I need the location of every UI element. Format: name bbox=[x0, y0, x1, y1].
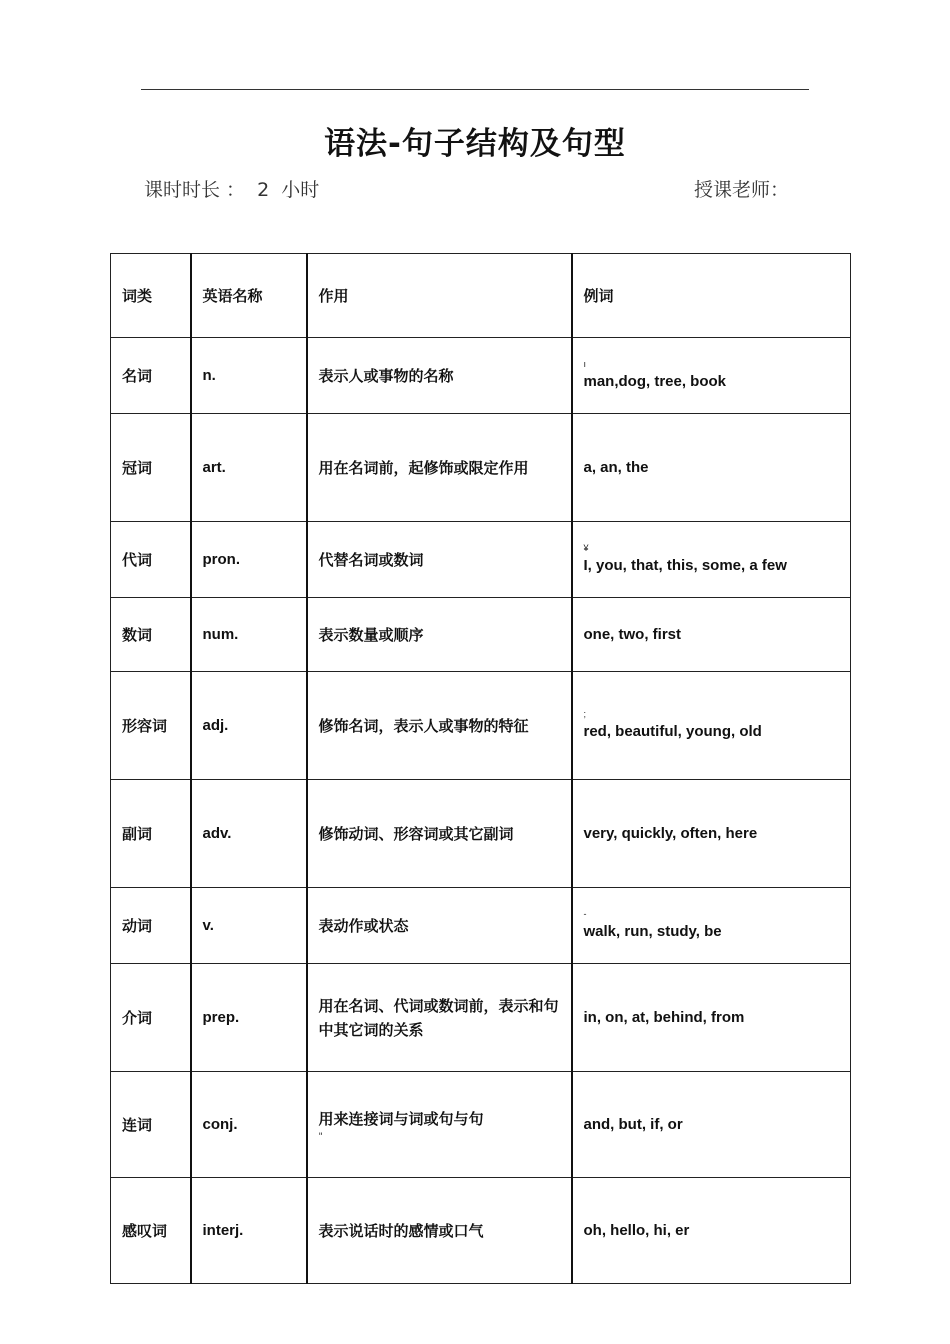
stray-mark: ¥ bbox=[583, 542, 589, 553]
header-cell-examples: 例词 bbox=[572, 254, 851, 338]
teacher-label: 授课老师： bbox=[694, 179, 790, 201]
pos-cell: 形容词 bbox=[111, 672, 191, 780]
examples-cell: a, an, the bbox=[572, 414, 851, 522]
table-row bbox=[111, 338, 851, 414]
english-cell: n. bbox=[191, 338, 307, 414]
role-cell: 表示人或事物的名称 bbox=[307, 338, 572, 414]
role-cell bbox=[307, 1072, 572, 1178]
table-row bbox=[111, 1178, 851, 1284]
stray-mark: ; bbox=[583, 708, 587, 719]
english-cell: pron. bbox=[191, 522, 307, 598]
role-cell: 代替名词或数词 bbox=[307, 522, 572, 598]
examples-cell: very, quickly, often, here bbox=[572, 780, 851, 888]
table-row bbox=[111, 672, 851, 780]
pos-cell: 连词 bbox=[111, 1072, 191, 1178]
english-cell: art. bbox=[191, 414, 307, 522]
pos-cell: 介词 bbox=[111, 964, 191, 1072]
english-cell: interj. bbox=[191, 1178, 307, 1284]
table-row bbox=[111, 522, 851, 598]
parts-of-speech-table bbox=[110, 253, 851, 1284]
pos-cell: 名词 bbox=[111, 338, 191, 414]
header-cell-role: 作用 bbox=[307, 254, 572, 338]
pos-cell: 副词 bbox=[111, 780, 191, 888]
english-cell: adj. bbox=[191, 672, 307, 780]
examples-cell bbox=[572, 672, 851, 780]
duration-label: 课时时长 ： 2 小时 bbox=[144, 179, 320, 201]
role-cell: 修饰名词，表示人或事物的特征 bbox=[307, 672, 572, 780]
english-cell: conj. bbox=[191, 1072, 307, 1178]
table-row bbox=[111, 888, 851, 964]
pos-cell: 数词 bbox=[111, 598, 191, 672]
english-cell: num. bbox=[191, 598, 307, 672]
english-cell: v. bbox=[191, 888, 307, 964]
examples-cell bbox=[572, 338, 851, 414]
english-cell: prep. bbox=[191, 964, 307, 1072]
examples-cell: and, but, if, or bbox=[572, 1072, 851, 1178]
examples-text: red, beautiful, young, old bbox=[583, 722, 762, 740]
stray-mark: ı bbox=[583, 358, 587, 369]
examples-cell bbox=[572, 888, 851, 964]
examples-text: man,dog, tree, book bbox=[583, 372, 727, 390]
table-row bbox=[111, 780, 851, 888]
pos-cell: 代词 bbox=[111, 522, 191, 598]
document-title: 语法-句子结构及句型 bbox=[324, 126, 626, 162]
role-cell: 用在名词、代词或数词前，表示和句中其它词的关系 bbox=[307, 964, 572, 1072]
role-cell: 修饰动词、形容词或其它副词 bbox=[307, 780, 572, 888]
table-row bbox=[111, 1072, 851, 1178]
examples-cell: in, on, at, behind, from bbox=[572, 964, 851, 1072]
table-row bbox=[111, 414, 851, 522]
role-text: 用来连接词与词或句与句 bbox=[318, 1109, 484, 1128]
role-cell: 用在名词前，起修饰或限定作用 bbox=[307, 414, 572, 522]
pos-cell: 感叹词 bbox=[111, 1178, 191, 1284]
examples-text: I, you, that, this, some, a few bbox=[583, 556, 787, 574]
table-header-row bbox=[111, 254, 851, 338]
table-row bbox=[111, 964, 851, 1072]
examples-cell: oh, hello, hi, er bbox=[572, 1178, 851, 1284]
role-cell: 表示数量或顺序 bbox=[307, 598, 572, 672]
pos-cell: 动词 bbox=[111, 888, 191, 964]
pos-cell: 冠词 bbox=[111, 414, 191, 522]
stray-mark: " bbox=[318, 1131, 323, 1142]
english-cell: adv. bbox=[191, 780, 307, 888]
stray-mark: - bbox=[583, 908, 587, 919]
header-cell-english: 英语名称 bbox=[191, 254, 307, 338]
examples-cell bbox=[572, 522, 851, 598]
header-cell-pos: 词类 bbox=[111, 254, 191, 338]
table-row bbox=[111, 598, 851, 672]
examples-text: walk, run, study, be bbox=[583, 922, 722, 940]
examples-cell: one, two, first bbox=[572, 598, 851, 672]
header-rule bbox=[141, 89, 809, 90]
role-cell: 表动作或状态 bbox=[307, 888, 572, 964]
role-cell: 表示说话时的感情或口气 bbox=[307, 1178, 572, 1284]
